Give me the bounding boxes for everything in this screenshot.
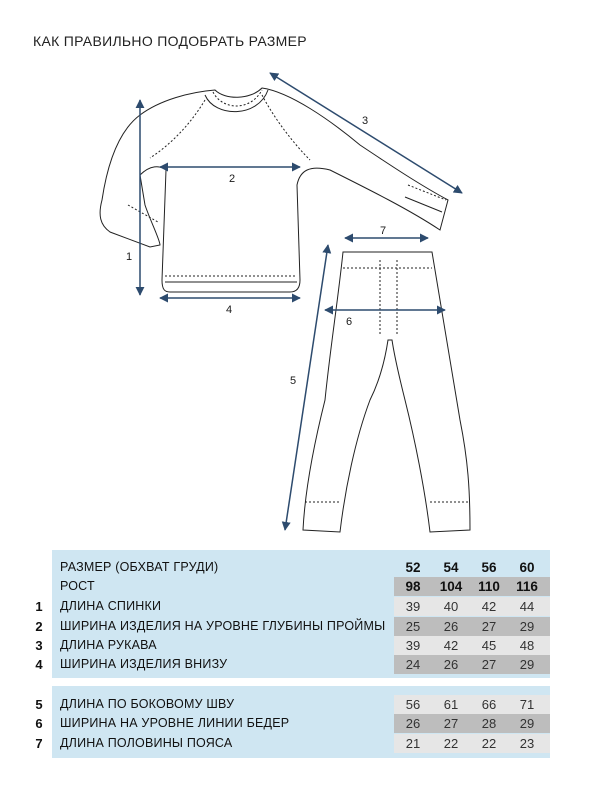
- row-values: [394, 714, 550, 733]
- height-values: [394, 577, 550, 596]
- row-value: 56: [405, 697, 421, 712]
- header-size-4: 60: [519, 560, 535, 575]
- row-value: 24: [405, 657, 421, 672]
- row-label: ДЛИНА СПИНКИ: [60, 599, 162, 613]
- row-number: 3: [35, 638, 43, 653]
- row-value: 22: [443, 736, 459, 751]
- row-values: [394, 636, 550, 655]
- measure-label-4: 4: [226, 304, 233, 316]
- header-size-2: 54: [443, 560, 459, 575]
- row-value: 42: [481, 599, 497, 614]
- row-value: 26: [443, 619, 459, 634]
- row-value: 21: [405, 736, 421, 751]
- table-row: [35, 714, 550, 733]
- row-values: [394, 655, 550, 674]
- table-header-row: [52, 558, 550, 577]
- table-row: [35, 734, 550, 753]
- table-row: [35, 695, 550, 714]
- height-value-2: 104: [439, 579, 463, 594]
- height-value-1: 98: [405, 579, 421, 594]
- row-label: ДЛИНА РУКАВА: [60, 638, 157, 652]
- row-value: 28: [481, 716, 497, 731]
- header-label: РАЗМЕР (ОБХВАТ ГРУДИ): [60, 560, 219, 574]
- row-value: 23: [519, 736, 535, 751]
- measure-label-6: 6: [346, 316, 353, 328]
- header-values: [394, 558, 550, 577]
- row-number: 6: [35, 716, 43, 731]
- measure-label-7: 7: [380, 225, 387, 237]
- row-number: 2: [35, 619, 43, 634]
- row-number: 7: [35, 736, 43, 751]
- table-row: [35, 636, 550, 655]
- row-value: 40: [443, 599, 459, 614]
- row-value: 61: [443, 697, 459, 712]
- row-value: 29: [519, 657, 535, 672]
- row-number: 5: [35, 697, 43, 712]
- row-value: 27: [481, 657, 497, 672]
- row-value: 22: [481, 736, 497, 751]
- row-value: 66: [481, 697, 497, 712]
- row-values: [394, 734, 550, 753]
- row-label: ШИРИНА ИЗДЕЛИЯ НА УРОВНЕ ГЛУБИНЫ ПРОЙМЫ: [60, 619, 386, 633]
- row-value: 27: [443, 716, 459, 731]
- measure-label-2: 2: [229, 173, 236, 185]
- row-values: [394, 617, 550, 636]
- row-value: 45: [481, 638, 497, 653]
- row-value: 29: [519, 716, 535, 731]
- row-value: 39: [405, 638, 421, 653]
- height-label: РОСТ: [60, 579, 95, 593]
- row-value: 42: [443, 638, 459, 653]
- row-value: 25: [405, 619, 421, 634]
- row-value: 48: [519, 638, 535, 653]
- table-row: [35, 617, 550, 636]
- row-value: 29: [519, 619, 535, 634]
- page-title: КАК ПРАВИЛЬНО ПОДОБРАТЬ РАЗМЕР: [33, 33, 307, 49]
- row-value: 44: [519, 599, 535, 614]
- height-value-3: 110: [478, 579, 500, 594]
- measure-label-1: 1: [126, 251, 133, 263]
- row-label: ДЛИНА ПОЛОВИНЫ ПОЯСА: [60, 736, 233, 750]
- measure-label-3: 3: [362, 115, 369, 127]
- row-values: [394, 695, 550, 714]
- row-number: 4: [35, 657, 43, 672]
- measure-label-5: 5: [290, 375, 297, 387]
- row-value: 27: [481, 619, 497, 634]
- row-value: 26: [405, 716, 421, 731]
- row-value: 71: [519, 697, 535, 712]
- header-size-3: 56: [481, 560, 497, 575]
- row-number: 1: [35, 599, 43, 614]
- table-height-row: [52, 577, 550, 596]
- row-label: ШИРИНА НА УРОВНЕ ЛИНИИ БЕДЕР: [60, 716, 290, 730]
- header-size-1: 52: [405, 560, 421, 575]
- row-label: ДЛИНА ПО БОКОВОМУ ШВУ: [60, 697, 235, 711]
- table-row: [35, 597, 550, 616]
- row-values: [394, 597, 550, 616]
- height-value-4: 116: [516, 579, 538, 594]
- row-label: ШИРИНА ИЗДЕЛИЯ ВНИЗУ: [60, 657, 228, 671]
- row-value: 39: [405, 599, 421, 614]
- row-value: 26: [443, 657, 459, 672]
- table-row: [35, 655, 550, 674]
